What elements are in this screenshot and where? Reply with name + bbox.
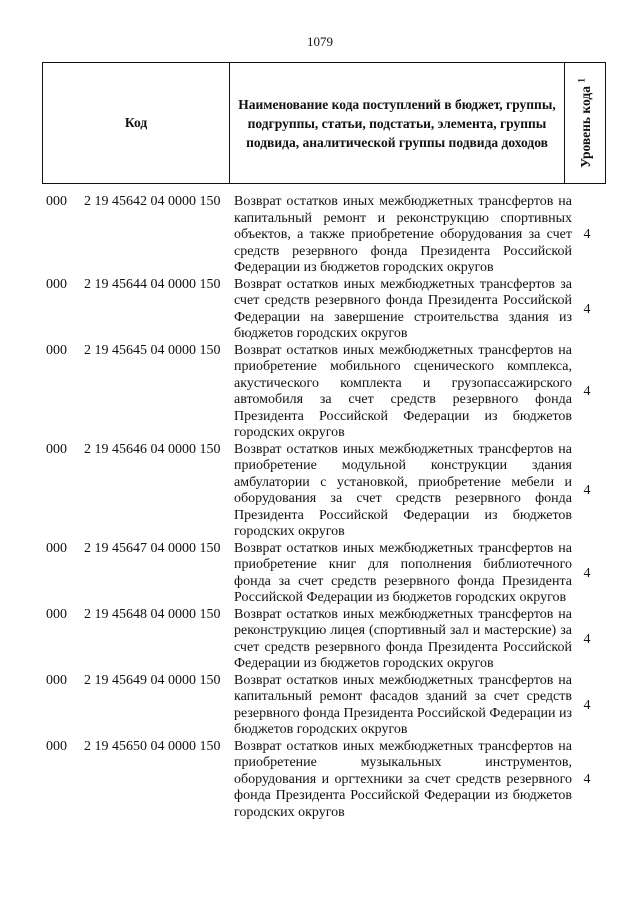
admin-code: 000	[46, 738, 67, 754]
table-row	[46, 607, 602, 673]
admin-code: 000	[46, 540, 67, 556]
header-name: Наименование кода поступлений в бюджет, группы, подгруппы, статьи, подстатьи, элемента, группы подвида, аналитической группы подвида доходов	[230, 63, 565, 183]
revenue-code: 2 19 45649 04 0000 150	[84, 672, 221, 688]
revenue-code: 2 19 45650 04 0000 150	[84, 738, 221, 754]
table-row	[46, 442, 602, 541]
code-level: 4	[583, 301, 591, 317]
revenue-code: 2 19 45645 04 0000 150	[84, 342, 221, 358]
header-level	[565, 63, 605, 183]
code-level: 4	[583, 565, 591, 581]
table-row	[46, 343, 602, 442]
revenue-code: 2 19 45644 04 0000 150	[84, 276, 221, 292]
code-level: 4	[583, 771, 591, 787]
table-row	[46, 739, 602, 822]
code-level: 4	[583, 483, 591, 498]
table-row	[46, 194, 602, 277]
footnote-mark: 1	[576, 78, 587, 83]
admin-code: 000	[46, 276, 67, 292]
revenue-name: Возврат остатков иных межбюджетных трансфертов на приобретение модульной конструкции здания амбулатории с установкой, приобретение мебели и оборудования за счет средств резервного фонда Президента Российской Федерации из бюджетов городских округов	[234, 441, 572, 539]
admin-code: 000	[46, 672, 67, 688]
admin-code: 000	[46, 441, 67, 457]
revenue-name: Возврат остатков иных межбюджетных трансфертов на капитальный ремонт фасадов зданий за счет средств резервного фонда Президента Российской Федерации из бюджетов городских округов	[234, 672, 573, 737]
revenue-name: Возврат остатков иных межбюджетных трансфертов на приобретение мобильного сценического комплекса, акустического комплекта и грузопассажирского автомобиля за счет средств резервного фонда Президента Российской Федерации из бюджетов городских округов	[234, 342, 572, 440]
admin-code: 000	[46, 194, 67, 209]
header-level-label: Уровень кода $^1$	[576, 78, 593, 168]
admin-code: 000	[46, 342, 67, 358]
revenue-code: 2 19 45647 04 0000 150	[84, 540, 221, 556]
revenue-name: Возврат остатков иных межбюджетных трансфертов за счет средств резервного фонда Президента Российской Федерации на завершение строительства здания из бюджетов городских округов	[234, 276, 572, 341]
admin-code: 000	[46, 606, 67, 622]
revenue-name: Возврат остатков иных межбюджетных трансфертов на приобретение книг для пополнения библиотечного фонда за счет средств резервного фонда Президента Российской Федерации из бюджетов городских округов	[234, 540, 572, 605]
revenue-name: Возврат остатков иных межбюджетных трансфертов на приобретение музыкальных инструментов, оборудования и оргтехники за счет средств резервного фонда Президента Российской Федерации из бюджетов городских округов	[234, 738, 572, 820]
header-code: Код	[43, 63, 230, 183]
code-level: 4	[583, 384, 591, 399]
table-row	[46, 673, 602, 739]
page-number: 1079	[307, 34, 333, 49]
code-level: 4	[583, 697, 591, 713]
revenue-code: 2 19 45642 04 0000 150	[84, 194, 221, 209]
code-level: 4	[583, 631, 591, 647]
table-row	[46, 541, 602, 607]
table-row	[46, 277, 602, 343]
code-level: 4	[583, 227, 591, 243]
revenue-code: 2 19 45648 04 0000 150	[84, 606, 221, 622]
revenue-code: 2 19 45646 04 0000 150	[84, 441, 221, 457]
revenue-name: Возврат остатков иных межбюджетных трансфертов на капитальный ремонт и реконструкцию спортивных объектов, а также приобретение оборудования за счет средств резервного фонда Президента Российской Федерации из бюджетов городских округов	[234, 194, 572, 275]
revenue-name: Возврат остатков иных межбюджетных трансфертов на реконструкцию лицея (спортивный зал и мастерские) за счет средств резервного фонда Президента Российской Федерации из бюджетов городских округов	[234, 606, 572, 671]
table-header	[42, 62, 606, 184]
table-body	[46, 194, 602, 821]
